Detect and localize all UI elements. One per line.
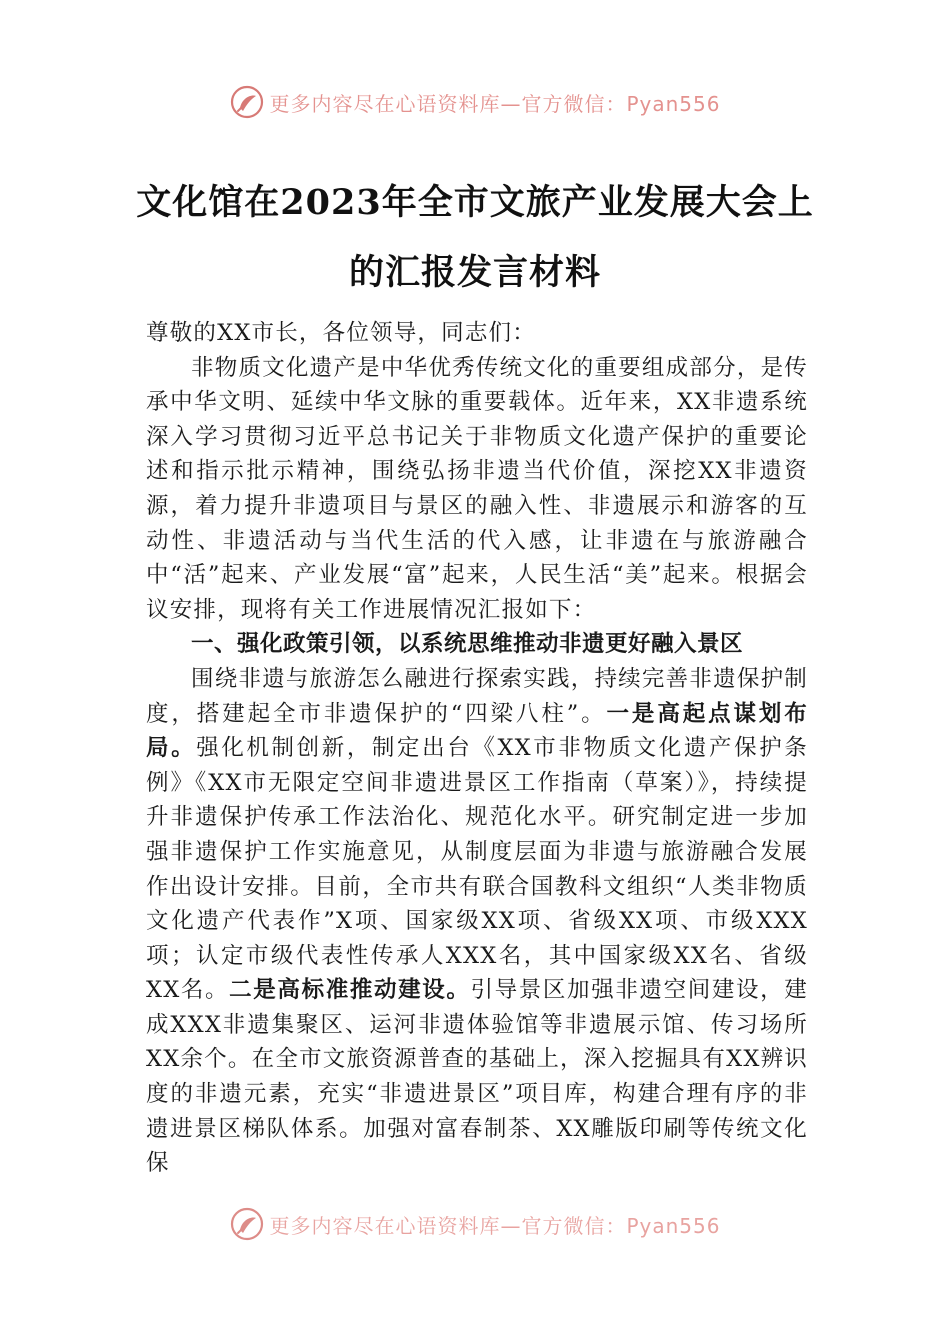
salutation: 尊敬的XX市长，各位领导，同志们： — [146, 320, 536, 346]
title-line-1: 文化馆在2023年全市文旅产业发展大会上 — [136, 182, 814, 223]
watermark-logo-icon — [229, 84, 265, 120]
section-1-heading: 一、强化政策引领，以系统思维推动非遗更好融入景区 — [191, 631, 744, 658]
section-1-text-1: 围绕非遗与旅游怎么融进行探索实践，持续完善非遗保护制度，搭建起全市非遗保护的“四梁八柱”。 — [146, 665, 808, 727]
watermark-footer — [0, 1204, 950, 1244]
watermark-text: 更多内容尽在心语资料库—官方微信：Pyan556 — [269, 91, 721, 116]
section-1-text-3: 引导景区加强非遗空间建设，建成XXX非遗集聚区、运河非遗体验馆等非遗展示馆、传习场所XX余个。在全市文旅资源普查的基础上，深入挖掘具有XX辨识度的非遗元素，充实“非遗进景区”项目库，构建合理有序的非遗进景区梯队体系。加强对富春制茶、XX雕版印刷等传统文化保 — [146, 977, 808, 1177]
document-title — [100, 168, 850, 308]
intro-paragraph: 非物质文化遗产是中华优秀传统文化的重要组成部分，是传承中华文明、延续中华文脉的重要载体。近年来，XX非遗系统深入学习贯彻习近平总书记关于非物质文化遗产保护的重要论述和指示批示精神，围绕弘扬非遗当代价值，深挖XX非遗资源，着力提升非遗项目与景区的融入性、非遗展示和游客的互动性、非遗活动与当代生活的代入感，让非遗在与旅游融合中“活”起来、产业发展“富”起来，人民生活“美”起来。根据会议安排，现将有关工作进展情况汇报如下： — [146, 354, 808, 623]
section-1-text-2: 强化机制创新，制定出台《XX市非物质文化遗产保护条例》《XX市无限定空间非遗进景区工作指南（草案）》，持续提升非遗保护传承工作法治化、规范化水平。研究制定进一步加强非遗保护工作实施意见，从制度层面为非遗与旅游融合发展作出设计安排。目前，全市共有联合国教科文组织“人类非物质文化遗产代表作”X项、国家级XX项、省级XX项、市级XXX项；认定市级代表性传承人XXX名，其中国家级XX名、省级XX名。 — [146, 735, 808, 1004]
watermark-text: 更多内容尽在心语资料库—官方微信：Pyan556 — [269, 1213, 721, 1238]
section-1-paragraph — [146, 662, 808, 1181]
document-body — [146, 316, 808, 1181]
title-line-2: 的汇报发言材料 — [348, 252, 601, 293]
watermark-logo-icon — [229, 1206, 265, 1242]
watermark-header — [0, 82, 950, 122]
section-1-bold-1: 一是高起点谋划布局。 — [146, 700, 808, 762]
section-1-bold-2: 二是高标准推动建设。 — [229, 977, 471, 1004]
